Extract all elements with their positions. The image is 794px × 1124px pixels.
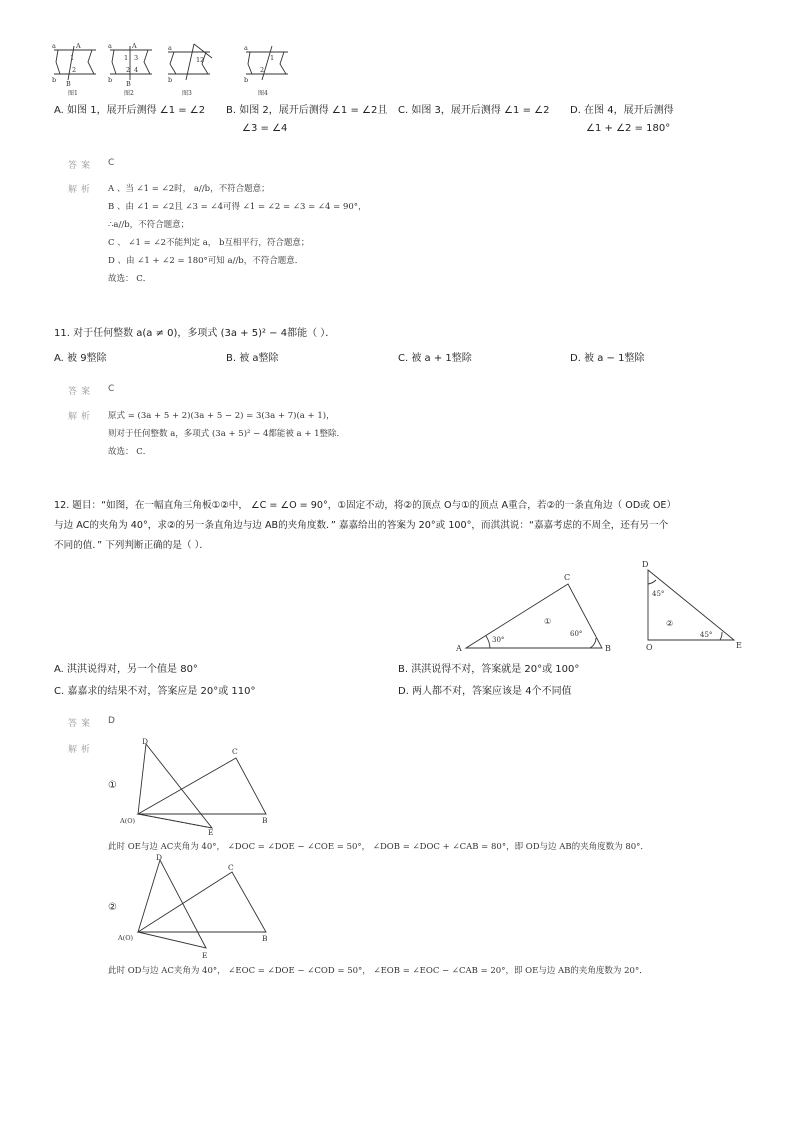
q10-figures [50, 40, 300, 98]
q10-fig2-label-1: 1 [124, 54, 129, 62]
q12-sol2-label-E: E [202, 951, 208, 960]
q11-option-d: D. 被 a − 1整除 [570, 353, 645, 364]
q12-stem-line: 与边 AC的夹角为 40°，求②的另一条直角边与边 AB的夹角度数．” 嘉嘉给出的答案为 20°或 100°，而淇淇说：“嘉嘉考虑的不周全，还有另一个 [54, 520, 669, 531]
q12-angle-B: 60° [570, 630, 583, 638]
q12-label-O: O [646, 643, 653, 652]
q10-fig4-label-b: b [244, 76, 249, 84]
q11-analysis-label: 解析 [68, 412, 95, 422]
q12-label-A: A [456, 644, 462, 653]
q12-stem-line: 12. 题目：“如图，在一幅直角三角板①②中， ∠C = ∠O = 90°，①固定不动，将②的顶点 O与①的顶点 A重合，若②的一条直角边（ OD或 OE） [54, 500, 677, 511]
q10-analysis [108, 180, 367, 288]
q12-angle-D: 45° [652, 590, 665, 598]
q12-sol2-label-B: B [262, 934, 268, 943]
q10-option-b: B. 如图 2，展开后测得 ∠1 = ∠2且 [226, 105, 388, 116]
q10-figure-2 [110, 46, 152, 80]
q12-analysis-label: 解析 [68, 745, 95, 755]
q10-option-c: C. 如图 3，展开后测得 ∠1 = ∠2 [398, 105, 550, 116]
q12-label-D: D [642, 560, 649, 569]
q10-caption-2: 图2 [124, 90, 134, 97]
q10-label-A: A [76, 42, 81, 50]
q12-label-circ1: ① [544, 617, 552, 626]
q10-fig4-label-1: 1 [270, 54, 275, 62]
q12-label-B: B [605, 644, 611, 653]
q10-analysis-line: D 、由 ∠1 + ∠2 = 180°可知 a//b，不符合题意． [108, 256, 304, 266]
q12-sol2-figure [116, 852, 280, 964]
q10-fig3-label-b: b [168, 76, 173, 84]
q10-fig2-label-4: 4 [134, 66, 139, 74]
q12-option-d: D. 两人都不对，答案应该是 4个不同值 [398, 686, 572, 697]
q10-caption-4: 图4 [258, 90, 268, 97]
q10-option-b-cont: ∠3 = ∠4 [242, 123, 288, 134]
q10-option-a: A. 如图 1，展开后测得 ∠1 = ∠2 [54, 105, 206, 116]
q10-analysis-line: 故选： C． [108, 274, 152, 284]
q12-angle-A: 30° [492, 636, 505, 644]
q10-analysis-label: 解析 [68, 185, 95, 195]
q12-label-C: C [564, 573, 571, 582]
q12-sol2-label-D: D [156, 853, 163, 862]
q12-option-a: A. 淇淇说得对，另一个值是 80° [54, 664, 198, 675]
q10-label-a: a [52, 42, 56, 50]
q12-label-E: E [736, 641, 742, 650]
q10-fig2-label-3: 3 [134, 54, 139, 62]
q12-sol2-label-AO: A(O) [118, 934, 134, 942]
q11-stem: 11. 对于任何整数 a(a ≠ 0)，多项式 (3a + 5)² − 4都能（ ）． [54, 328, 336, 339]
q10-analysis-line: A 、当 ∠1 = ∠2时， a//b，不符合题意； [108, 184, 270, 194]
q10-analysis-line: B 、由 ∠1 = ∠2且 ∠3 = ∠4可得 ∠1 = ∠2 = ∠3 = ∠4 = 90°， [108, 202, 367, 212]
q11-analysis-line: 原式 = (3a + 5 + 2)(3a + 5 − 2) = 3(3a + 7)(a + 1)， [108, 411, 335, 421]
q12-sol1-text: 此时 OE与边 AC夹角为 40°， ∠DOC = ∠DOE − ∠COE = 50°， ∠DOB = ∠DOC + ∠CAB = 80°，即 OD与边 AB的夹角度数为 80°． [108, 842, 649, 852]
q10-caption-3: 图3 [182, 90, 192, 97]
q10-fig2-label-b: b [108, 76, 113, 84]
q12-triangle-1 [466, 584, 602, 648]
q10-fig3-label-1: 1 [196, 56, 201, 64]
q12-figure [450, 558, 760, 654]
q10-fig3-label-a: a [168, 44, 172, 52]
q11-answer: C [108, 384, 115, 394]
q10-analysis-line: C 、 ∠1 = ∠2不能判定 a， b互相平行，符合题意； [108, 238, 310, 248]
q12-sol1-label-E: E [208, 828, 214, 836]
q12-stem-line: 不同的值．” 下列判断正确的是（ ）． [54, 540, 209, 551]
q11-analysis-line: 则对于任何整数 a，多项式 (3a + 5)² − 4都能被 a + 1整除． [108, 429, 346, 439]
q12-sol1-label-AO: A(O) [120, 817, 136, 825]
q12-stem [54, 496, 676, 556]
q12-angle-E: 45° [700, 631, 713, 639]
q10-answer: C [108, 158, 115, 168]
q12-sol1-label-C: C [232, 747, 238, 756]
q11-answer-label: 答案 [68, 387, 95, 397]
q10-answer-label: 答案 [68, 161, 95, 171]
q11-analysis [108, 407, 345, 461]
q10-caption-1: 图1 [68, 90, 78, 97]
q12-answer: D [108, 716, 115, 726]
q12-sol2-text: 此时 OD与边 AC夹角为 40°， ∠EOC = ∠DOE − ∠COD = 50°， ∠EOB = ∠EOC − ∠CAB = 20°，即 OE与边 AB的夹角度数为 20°． [108, 966, 648, 976]
q12-triangle-2 [648, 570, 734, 640]
q10-fig4-label-a: a [244, 44, 248, 52]
q12-sol1-marker: ① [108, 780, 117, 791]
q11-option-a: A. 被 9整除 [54, 353, 107, 364]
q10-fig2-label-a: a [108, 42, 112, 50]
q10-fig2-label-A: A [132, 42, 137, 50]
q10-label-2: 2 [72, 66, 77, 74]
q12-label-circ2: ② [666, 619, 674, 628]
q10-option-d: D. 在图 4，展开后测得 [570, 105, 674, 116]
q12-sol1-label-B: B [262, 816, 268, 825]
q12-sol1-label-D: D [142, 737, 149, 746]
q10-fig2-label-2: 2 [126, 66, 131, 74]
q11-option-b: B. 被 a整除 [226, 353, 279, 364]
q10-label-B: B [66, 80, 71, 88]
q10-figure-4 [246, 46, 288, 80]
q12-sol1-figure [120, 736, 280, 836]
q10-fig2-label-B: B [126, 80, 131, 88]
q10-label-1: 1 [70, 54, 75, 62]
q10-option-d-cont: ∠1 + ∠2 = 180° [586, 123, 671, 134]
q12-option-b: B. 淇淇说得不对，答案就是 20°或 100° [398, 664, 580, 675]
q12-option-c: C. 嘉嘉求的结果不对，答案应是 20°或 110° [54, 686, 256, 697]
q11-analysis-line: 故选： C． [108, 447, 152, 457]
q12-sol2-label-C: C [228, 863, 234, 872]
q12-answer-label: 答案 [68, 719, 95, 729]
q10-figure-3 [168, 44, 212, 80]
q10-fig3-label-2: 2 [200, 56, 205, 64]
q11-option-c: C. 被 a + 1整除 [398, 353, 472, 364]
q10-fig4-label-2: 2 [260, 66, 265, 74]
q12-sol2-marker: ② [108, 902, 117, 913]
q10-figure-1 [54, 46, 96, 80]
q10-analysis-line: ∴a//b，不符合题意； [108, 220, 190, 230]
q10-label-b: b [52, 76, 57, 84]
